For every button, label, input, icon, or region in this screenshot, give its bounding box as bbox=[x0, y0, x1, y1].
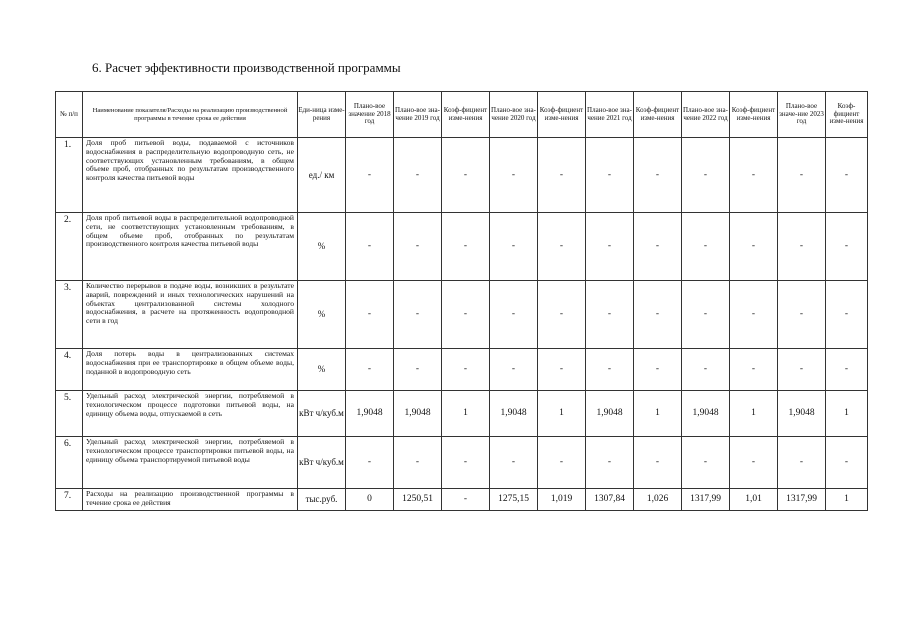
value-cell: - bbox=[538, 281, 586, 349]
value-cell: - bbox=[586, 349, 634, 391]
value-cell: - bbox=[682, 281, 730, 349]
value-cell: 1,019 bbox=[538, 489, 586, 511]
value-cell: - bbox=[778, 281, 826, 349]
value-cell: 1317,99 bbox=[778, 489, 826, 511]
value-cell: - bbox=[682, 213, 730, 281]
table-row bbox=[56, 391, 868, 437]
indicator-name: Доля проб питьевой воды в распределительной водопроводной сети, не соответствующих установленным требованиям, в общем объеме проб, отобранных по результатам производственного контроля качества питьевой воды bbox=[83, 213, 298, 281]
indicator-name: Доля проб питьевой воды, подаваемой с источников водоснабжения в распределительную водопроводную сеть, не соответствующих установленным требованиям, в общем объеме проб, отобранных по результатам производственного контроля качества питьевой воды bbox=[83, 138, 298, 213]
value-cell: - bbox=[538, 349, 586, 391]
value-cell: - bbox=[586, 138, 634, 213]
value-cell: - bbox=[394, 281, 442, 349]
value-cell: - bbox=[442, 281, 490, 349]
value-cell: 1 bbox=[826, 391, 868, 437]
row-number: 6. bbox=[56, 437, 83, 489]
value-cell: 0 bbox=[346, 489, 394, 511]
value-cell: 1 bbox=[634, 391, 682, 437]
table-row bbox=[56, 437, 868, 489]
value-cell: 1317,99 bbox=[682, 489, 730, 511]
column-header: Плано-вое зна-чение 2022 год bbox=[682, 92, 730, 138]
value-cell: - bbox=[778, 437, 826, 489]
value-cell: - bbox=[490, 138, 538, 213]
unit-cell: ед./ км bbox=[298, 138, 346, 213]
unit-cell: % bbox=[298, 349, 346, 391]
value-cell: - bbox=[682, 138, 730, 213]
value-cell: - bbox=[490, 281, 538, 349]
value-cell: - bbox=[346, 281, 394, 349]
value-cell: 1,9048 bbox=[778, 391, 826, 437]
value-cell: - bbox=[346, 138, 394, 213]
value-cell: - bbox=[778, 138, 826, 213]
value-cell: - bbox=[730, 437, 778, 489]
header-row bbox=[56, 92, 868, 138]
value-cell: - bbox=[538, 437, 586, 489]
value-cell: - bbox=[634, 138, 682, 213]
value-cell: - bbox=[682, 437, 730, 489]
value-cell: - bbox=[346, 213, 394, 281]
value-cell: - bbox=[394, 213, 442, 281]
value-cell: - bbox=[442, 437, 490, 489]
column-header: Коэф-фициент изме-нения bbox=[730, 92, 778, 138]
value-cell: 1275,15 bbox=[490, 489, 538, 511]
column-header: Плано-вое зна-чение 2021 год bbox=[586, 92, 634, 138]
value-cell: - bbox=[826, 213, 868, 281]
value-cell: - bbox=[586, 281, 634, 349]
value-cell: - bbox=[346, 349, 394, 391]
value-cell: - bbox=[634, 281, 682, 349]
value-cell: - bbox=[634, 213, 682, 281]
value-cell: 1,01 bbox=[730, 489, 778, 511]
unit-cell: кВт ч/куб.м bbox=[298, 391, 346, 437]
row-number: 1. bbox=[56, 138, 83, 213]
value-cell: - bbox=[826, 281, 868, 349]
value-cell: - bbox=[538, 138, 586, 213]
value-cell: 1,9048 bbox=[682, 391, 730, 437]
indicator-name: Расходы на реализацию производственной программы в течение срока ее действия bbox=[83, 489, 298, 511]
row-number: 5. bbox=[56, 391, 83, 437]
value-cell: 1,9048 bbox=[346, 391, 394, 437]
efficiency-table bbox=[55, 91, 868, 511]
value-cell: 1307,84 bbox=[586, 489, 634, 511]
indicator-name: Удельный расход электрической энергии, потребляемой в технологическом процессе транспортировки питьевой воды, на единицу объема транспортируемой питьевой воды bbox=[83, 437, 298, 489]
column-header: Плано-вое зна-чение 2019 год bbox=[394, 92, 442, 138]
column-header: Плано-вое значе-ние 2023 год bbox=[778, 92, 826, 138]
value-cell: - bbox=[442, 349, 490, 391]
value-cell: - bbox=[586, 437, 634, 489]
column-header: Коэф-фициент изме-нения bbox=[538, 92, 586, 138]
value-cell: - bbox=[730, 138, 778, 213]
value-cell: 1,9048 bbox=[394, 391, 442, 437]
value-cell: - bbox=[394, 138, 442, 213]
value-cell: - bbox=[586, 213, 634, 281]
value-cell: 1,9048 bbox=[586, 391, 634, 437]
value-cell: - bbox=[394, 349, 442, 391]
value-cell: 1 bbox=[730, 391, 778, 437]
value-cell: - bbox=[778, 349, 826, 391]
unit-cell: кВт ч/куб.м bbox=[298, 437, 346, 489]
value-cell: - bbox=[442, 213, 490, 281]
table-row bbox=[56, 213, 868, 281]
value-cell: - bbox=[730, 281, 778, 349]
indicator-name: Доля потерь воды в централизованных системах водоснабжения при ее транспортировке в общем объеме воды, поданной в водопроводную сеть bbox=[83, 349, 298, 391]
value-cell: - bbox=[634, 349, 682, 391]
indicator-name: Удельный расход электрической энергии, потребляемой в технологическом процессе подготовки питьевой воды, на единицу объема воды, отпускаемой в сеть bbox=[83, 391, 298, 437]
row-number: 3. bbox=[56, 281, 83, 349]
value-cell: - bbox=[682, 349, 730, 391]
table-row bbox=[56, 489, 868, 511]
value-cell: - bbox=[538, 213, 586, 281]
column-header: Еди-ница изме-рения bbox=[298, 92, 346, 138]
value-cell: - bbox=[394, 437, 442, 489]
value-cell: 1250,51 bbox=[394, 489, 442, 511]
column-header: № п/п bbox=[56, 92, 83, 138]
value-cell: - bbox=[730, 349, 778, 391]
indicator-name: Количество перерывов в подаче воды, возникших в результате аварий, повреждений и иных технологических нарушений на объектах централизованной системы холодного водоснабжения, в расчете на протяженность водопроводной сети в год bbox=[83, 281, 298, 349]
value-cell: - bbox=[442, 489, 490, 511]
value-cell: - bbox=[346, 437, 394, 489]
value-cell: - bbox=[490, 213, 538, 281]
value-cell: 1 bbox=[826, 489, 868, 511]
value-cell: - bbox=[826, 138, 868, 213]
value-cell: - bbox=[490, 349, 538, 391]
row-number: 4. bbox=[56, 349, 83, 391]
table-row bbox=[56, 349, 868, 391]
value-cell: - bbox=[490, 437, 538, 489]
column-header: Плано-вое зна-чение 2020 год bbox=[490, 92, 538, 138]
value-cell: 1,9048 bbox=[490, 391, 538, 437]
unit-cell: % bbox=[298, 281, 346, 349]
row-number: 7. bbox=[56, 489, 83, 511]
unit-cell: тыс.руб. bbox=[298, 489, 346, 511]
table-row bbox=[56, 138, 868, 213]
value-cell: - bbox=[730, 213, 778, 281]
value-cell: - bbox=[778, 213, 826, 281]
column-header: Плано-вое значение 2018 год bbox=[346, 92, 394, 138]
section-title: 6. Расчет эффективности производственной программы bbox=[92, 60, 401, 75]
column-header: Коэф-фициент изме-нения bbox=[442, 92, 490, 138]
column-header: Коэф-фициент изме-нения bbox=[634, 92, 682, 138]
value-cell: - bbox=[826, 349, 868, 391]
value-cell: 1 bbox=[442, 391, 490, 437]
value-cell: 1,026 bbox=[634, 489, 682, 511]
value-cell: 1 bbox=[538, 391, 586, 437]
column-header: Коэф-фициент изме-нения bbox=[826, 92, 868, 138]
column-header: Наименование показателя/Расходы на реализацию производственной программы в течение срока ее действия bbox=[83, 92, 298, 138]
value-cell: - bbox=[634, 437, 682, 489]
value-cell: - bbox=[442, 138, 490, 213]
unit-cell: % bbox=[298, 213, 346, 281]
table-row bbox=[56, 281, 868, 349]
row-number: 2. bbox=[56, 213, 83, 281]
value-cell: - bbox=[826, 437, 868, 489]
